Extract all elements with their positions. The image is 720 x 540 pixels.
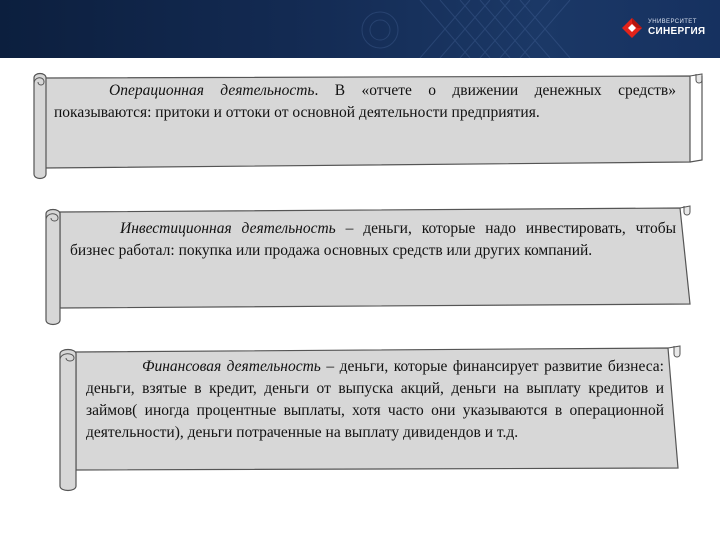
header-pattern xyxy=(0,0,720,58)
body-operating: . В «отчете о движении денежных средств» показываются: притоки и оттоки от основной деятельности предприятия. xyxy=(54,82,676,121)
university-logo xyxy=(621,17,705,39)
scroll-text xyxy=(54,80,676,124)
logo-line2: СИНЕРГИЯ xyxy=(648,26,706,37)
body-financing: – деньги, которые финансирует развитие бизнеса: деньги, взятые в кредит, деньги от выпуска акций, деньги на выплату кредитов и займов( иногда процентные выплаты, хотя часто они указываются в операционной деятельности), деньги потраченные на выплату дивидендов и т.д. xyxy=(86,358,664,441)
scroll-text xyxy=(86,356,664,444)
scroll-financing xyxy=(54,336,688,492)
body-investing: – деньги, которые надо инвестировать, чтобы бизнес работал: покупка или продажа основных средств или других компаний. xyxy=(70,220,676,259)
scroll-operating xyxy=(28,64,710,182)
logo-line1: УНИВЕРСИТЕТ xyxy=(648,19,697,25)
term-operating: Операционная деятельность xyxy=(109,82,315,99)
synergy-logo-icon xyxy=(621,17,643,39)
header-banner xyxy=(0,0,720,58)
scroll-text xyxy=(70,218,676,262)
term-investing: Инвестиционная деятельность xyxy=(120,220,336,237)
term-financing: Финансовая деятельность xyxy=(142,358,321,375)
scroll-investing xyxy=(38,198,698,326)
